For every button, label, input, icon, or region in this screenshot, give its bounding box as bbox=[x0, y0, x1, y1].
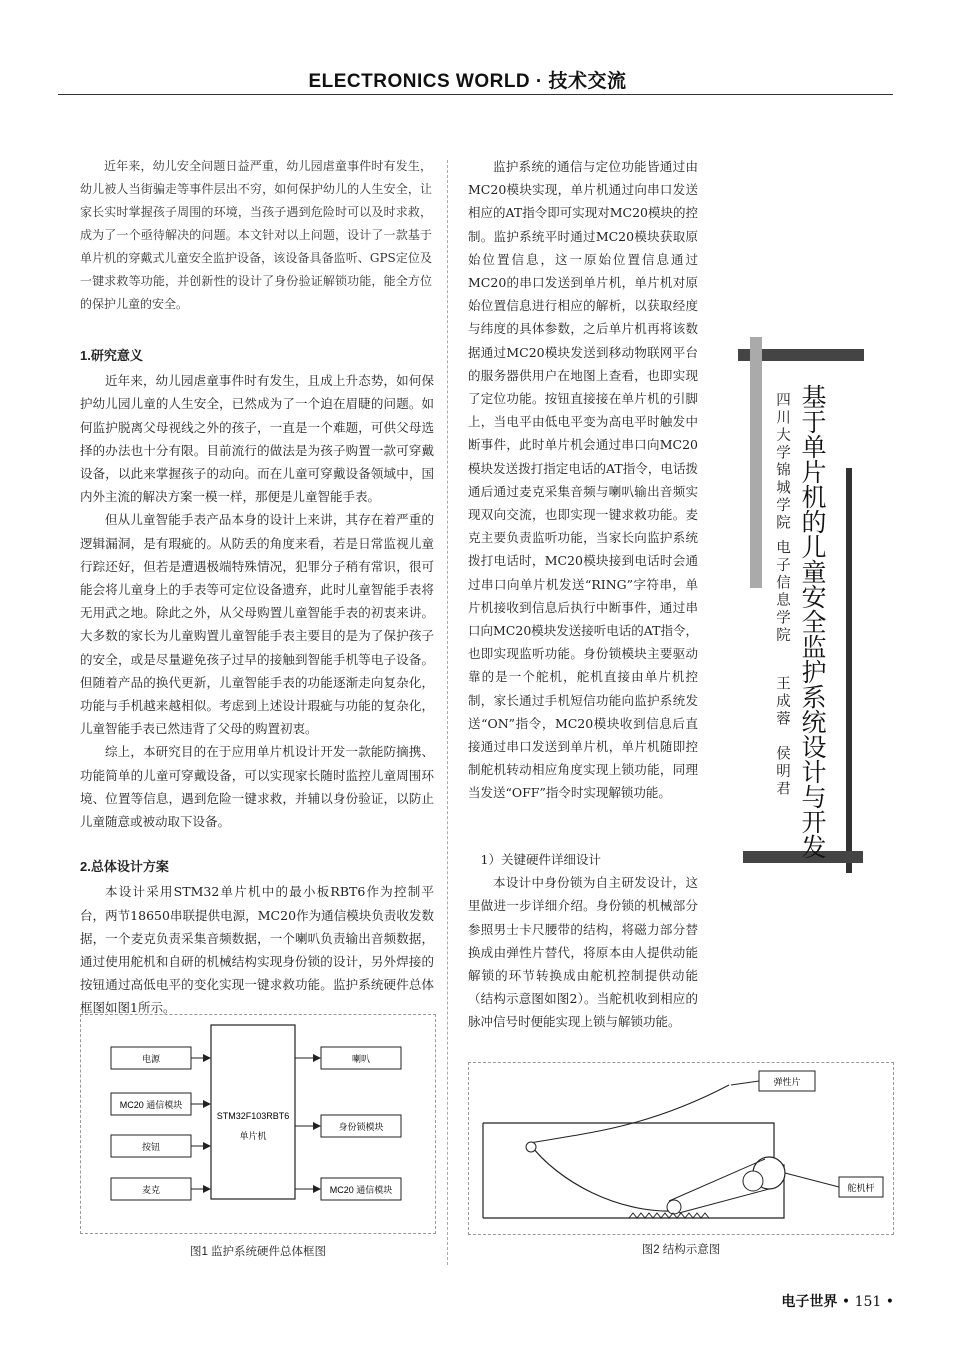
structure-diagram bbox=[469, 1063, 893, 1234]
figure-1 bbox=[80, 1014, 436, 1234]
pivot-point bbox=[526, 1142, 536, 1152]
figure-2 bbox=[468, 1062, 894, 1235]
output-label: MC20 通信模块 bbox=[329, 1185, 393, 1195]
mcu-label-2: 单片机 bbox=[239, 1131, 267, 1141]
title-decor-bar bbox=[846, 468, 852, 873]
paragraph: 监护系统的通信与定位功能皆通过由MC20模块实现，单片机通过向串口发送相应的AT指令即可实现对MC20模块的控制。监护系统平时通过MC20模块获取原始位置信息，这一原始位置信息通过MC20的串口发送到单片机，单片机对原始位置信息进行相应的解析，以获取经度与纬度的具体参数，之后单片机再将该数据通过MC20模块发送到移动物联网平台的服务器供用户在地图上查看，也即实现了定位功能。按钮直接接在单片机的引脚上，当电平由低电平变为高电平时触发中断事件，此时单片机会通过串口向MC20模块发送拨打指定电话的AT指令，电话拨通后通过麦克采集音频与喇叭输出音频实现双向交流，也即实现一键求救功能。麦克主要负责监听功能，当家长向监护系统拨打电话时，MC20模块接到电话时会通过串口向单片机发送“RING”字符串，单片机接收到信息后执行中断事件，通过串口向MC20模块发送接听电话的AT指令，也即实现监听功能。身份锁模块主要驱动靠的是一个舵机，舵机直接由单片机控制，家长通过手机短信功能向监护系统发送“ON”指令，MC20模块收到信息后直接通过串口发送到单片机，单片机随即控制舵机转动相应角度实现上锁功能，同理当发送“OFF”指令时实现解锁功能。 bbox=[468, 159, 698, 801]
label-spring: 弹性片 bbox=[773, 1077, 801, 1087]
input-label: MC20 通信模块 bbox=[119, 1100, 183, 1110]
leader-line bbox=[785, 1173, 839, 1187]
right-column-top bbox=[468, 155, 698, 805]
servo-hub bbox=[743, 1171, 763, 1191]
paragraph: 本设计中身份锁为自主研发设计，这里做进一步详细介绍。身份锁的机械部分参照男士卡尺腰带的结构，将磁力部分替换成由弹性片替代，将原本由人提供动能解锁的环节转换成由舵机控制提供动能（结构示意图如图2）。当舵机收到相应的脉冲信号时便能实现上锁与解锁功能。 bbox=[468, 875, 698, 1030]
abstract bbox=[80, 155, 432, 316]
paragraph: 综上，本研究目的在于应用单片机设计开发一款能防摘携、功能简单的儿童可穿戴设备，可以实现家长随时监控儿童周围环境、位置等信息，遇到危险一键求救，并辅以身份验证，以防止儿童随意或被动取下设备。 bbox=[80, 744, 434, 830]
paragraph: 但从儿童智能手表产品本身的设计上来讲，其存在着严重的逻辑漏洞，是有瑕疵的。从防丢的角度来看，若是日常监视儿童行踪还好，但若是遭遇极端特殊情况，犯罪分子稍有常识，很可能会将儿童身上的手表等可定位设备遗弃，此时儿童智能手表将无用武之地。除此之外，从父母购置儿童智能手表的初衷来讲。大多数的家长为儿童购置儿童智能手表主要目的是为了保护孩子的安全，或是尽量避免孩子过早的接触到智能手机等电子设备。但随着产品的换代更新，儿童智能手表的功能逐渐走向复杂化，功能与手机越来越相似。考虑到上述设计瑕疵与功能的复杂化，儿童智能手表已然违背了父母的购置初衷。 bbox=[80, 512, 434, 737]
right-column-bottom bbox=[468, 848, 698, 1034]
spring-plate-edge bbox=[529, 1085, 729, 1143]
figure-1-caption: 图1 监护系统硬件总体框图 bbox=[189, 1246, 327, 1258]
leader-line bbox=[731, 1081, 759, 1085]
affiliation: 四川大学锦城学院 电子信息学院 bbox=[774, 392, 790, 645]
title-decor-bar bbox=[750, 337, 762, 588]
servo-arm bbox=[679, 1189, 769, 1213]
arm-joint bbox=[667, 1200, 681, 1214]
input-label: 电源 bbox=[141, 1054, 161, 1064]
label-servo: 舵机杆 bbox=[847, 1183, 875, 1193]
column-divider bbox=[447, 160, 448, 1265]
abstract-text: 近年来，幼儿安全问题日益严重，幼儿园虐童事件时有发生，幼儿被人当街骗走等事件层出不穷，如何保护幼儿的人生安全，让家长实时掌握孩子周围的环境，当孩子遇到危险时可以及时求救，成为了一个亟待解决的问题。本文针对以上问题，设计了一款基于单片机的穿戴式儿童安全监护设备，该设备具备监听、GPS定位及一键求救等功能，并创新性的设计了身份验证解锁功能，能全方位的保护儿童的安全。 bbox=[80, 159, 432, 311]
section-heading-1: 1.研究意义 bbox=[80, 348, 143, 363]
output-label: 身份锁模块 bbox=[338, 1122, 384, 1132]
ratchet-teeth bbox=[629, 1213, 709, 1218]
paragraph: 近年来，幼儿园虐童事件时有发生，且成上升态势，如何保护幼儿园儿童的人生安全，已然成为了一个迫在眉睫的问题。如何监护脱离父母视线之外的孩子，一直是一个难题，可供父母选择的办法也十分有限。目前流行的做法是为孩子购置一款可穿戴设备，以此来掌握孩子的动向。而在儿童可穿戴设备领域中，国内外主流的解决方案一模一样，那便是儿童智能手表。 bbox=[80, 373, 434, 505]
output-label: 喇叭 bbox=[351, 1054, 371, 1064]
left-column bbox=[80, 338, 434, 1020]
subsection-heading: 1）关键硬件详细设计 bbox=[480, 852, 601, 867]
figure-2-caption: 图2 结构示意图 bbox=[641, 1244, 721, 1256]
section-heading-2: 2.总体设计方案 bbox=[80, 859, 169, 875]
header-rule bbox=[58, 94, 893, 95]
article-title: 基于单片机的儿童安全监护系统设计与开发 bbox=[798, 384, 827, 859]
article-authors bbox=[770, 392, 794, 798]
journal-header: ELECTRONICS WORLD · 技术交流 bbox=[308, 71, 627, 92]
spring-plate bbox=[529, 1143, 674, 1211]
author-names: 王成蓉 侯明君 bbox=[774, 675, 790, 799]
journal-name: 电子世界 bbox=[781, 1294, 838, 1310]
mcu-label-1: STM32F103RBT6 bbox=[216, 1111, 290, 1121]
block-diagram bbox=[81, 1015, 435, 1233]
page-number: • 151 • bbox=[841, 1294, 894, 1310]
page-footer bbox=[781, 1291, 894, 1311]
input-label: 按钮 bbox=[141, 1142, 161, 1152]
paragraph: 本设计采用STM32单片机中的最小板RBT6作为控制平台，两节18650串联提供电源，MC20作为通信模块负责收发数据，一个麦克负责采集音频数据，一个喇叭负责输出音频数据，通过使用舵机和自研的机械结构实现身份锁的设计，另外焊接的按钮通过高低电平的变化实现一键求救功能。监护系统硬件总体框图如图1所示。 bbox=[80, 884, 434, 1016]
input-label: 麦克 bbox=[141, 1185, 161, 1195]
